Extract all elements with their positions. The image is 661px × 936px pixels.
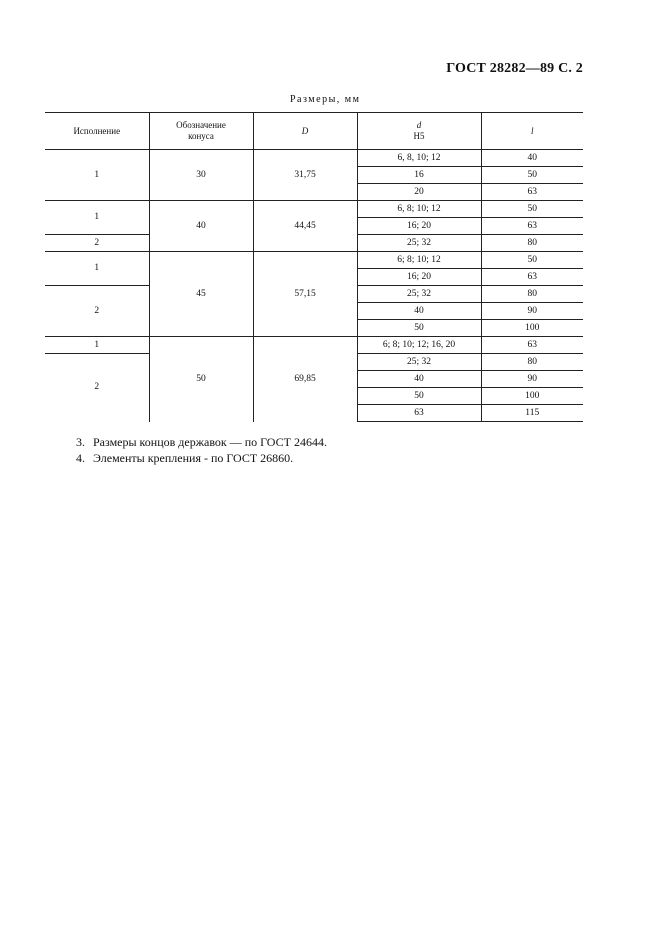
cell-D: 31,75 xyxy=(253,150,357,201)
col-header-cone-line1: Обозначение xyxy=(176,120,226,130)
cell-l: 100 xyxy=(481,388,583,405)
page-header-standard: ГОСТ 28282—89 С. 2 xyxy=(446,61,583,76)
col-header-cone-line2: конуса xyxy=(188,131,214,141)
table-row xyxy=(45,150,583,167)
cell-ispolnenie: 2 xyxy=(45,235,149,252)
cell-d: 6, 8; 10; 12 xyxy=(357,201,481,218)
cell-l: 40 xyxy=(481,150,583,167)
table-row xyxy=(45,201,583,218)
cell-cone: 40 xyxy=(149,201,253,252)
note-number: 4. xyxy=(76,451,85,465)
cell-d: 25; 32 xyxy=(357,354,481,371)
cell-l: 50 xyxy=(481,167,583,184)
cell-ispolnenie: 2 xyxy=(94,382,100,393)
cell-l: 63 xyxy=(481,337,583,354)
cell-d: 40 xyxy=(357,371,481,388)
cell-d: 25; 32 xyxy=(357,286,481,303)
note-item xyxy=(76,434,327,450)
cell-l: 90 xyxy=(481,371,583,388)
cell-l: 80 xyxy=(481,286,583,303)
cell-cone: 50 xyxy=(149,337,253,422)
cell-l: 50 xyxy=(481,252,583,269)
note-text: Размеры концов державок — по ГОСТ 24644. xyxy=(93,435,327,449)
table-row xyxy=(45,337,583,354)
cell-l: 100 xyxy=(481,320,583,337)
col-header-l-label: l xyxy=(530,125,534,136)
cell-d: 20 xyxy=(357,184,481,201)
cell-d: 6; 8; 10; 12 xyxy=(357,252,481,269)
cell-ispolnenie: 1 xyxy=(45,337,149,354)
cell-d: 25; 32 xyxy=(357,235,481,252)
cell-d: 16 xyxy=(357,167,481,184)
cell-ispolnenie: 1 xyxy=(45,252,149,286)
cell-l: 63 xyxy=(481,218,583,235)
notes-section xyxy=(76,434,327,466)
col-header-d-label: d xyxy=(416,120,422,130)
cell-d: 40 xyxy=(357,303,481,320)
dimensions-table xyxy=(45,112,583,422)
cell-D: 44,45 xyxy=(253,201,357,252)
col-header-d xyxy=(357,113,481,150)
cell-cone: 30 xyxy=(149,150,253,201)
cell-d: 6; 8; 10; 12; 16, 20 xyxy=(357,337,481,354)
note-text: Элементы крепления - по ГОСТ 26860. xyxy=(93,451,294,465)
col-header-D xyxy=(253,113,357,150)
cell-ispolnenie: 2 xyxy=(45,286,149,337)
table-caption: Размеры, мм xyxy=(290,94,361,105)
cell-d: 50 xyxy=(357,388,481,405)
cell-d: 50 xyxy=(357,320,481,337)
cell-D: 69,85 xyxy=(253,337,357,422)
col-header-D-label: D xyxy=(301,125,309,136)
cell-l: 115 xyxy=(481,405,583,422)
cell-ispolnenie: 1 xyxy=(45,150,149,201)
cell-l: 63 xyxy=(481,184,583,201)
col-header-ispolnenie xyxy=(45,113,149,150)
col-header-ispolnenie-label: Исполнение xyxy=(73,125,121,136)
cell-D: 57,15 xyxy=(253,252,357,337)
cell-l: 90 xyxy=(481,303,583,320)
note-number: 3. xyxy=(76,435,85,449)
note-item xyxy=(76,450,327,466)
col-header-cone xyxy=(149,113,253,150)
col-header-l xyxy=(481,113,583,150)
cell-d: 16; 20 xyxy=(357,218,481,235)
cell-cone: 45 xyxy=(149,252,253,337)
cell-l: 80 xyxy=(481,235,583,252)
table-header-row xyxy=(45,113,583,150)
cell-l: 80 xyxy=(481,354,583,371)
cell-d: 63 xyxy=(357,405,481,422)
col-header-d-tolerance: H5 xyxy=(413,131,425,141)
cell-l: 63 xyxy=(481,269,583,286)
cell-ispolnenie: 1 xyxy=(45,201,149,235)
cell-l: 50 xyxy=(481,201,583,218)
cell-d: 16; 20 xyxy=(357,269,481,286)
table-row xyxy=(45,252,583,269)
cell-d: 6, 8, 10; 12 xyxy=(357,150,481,167)
